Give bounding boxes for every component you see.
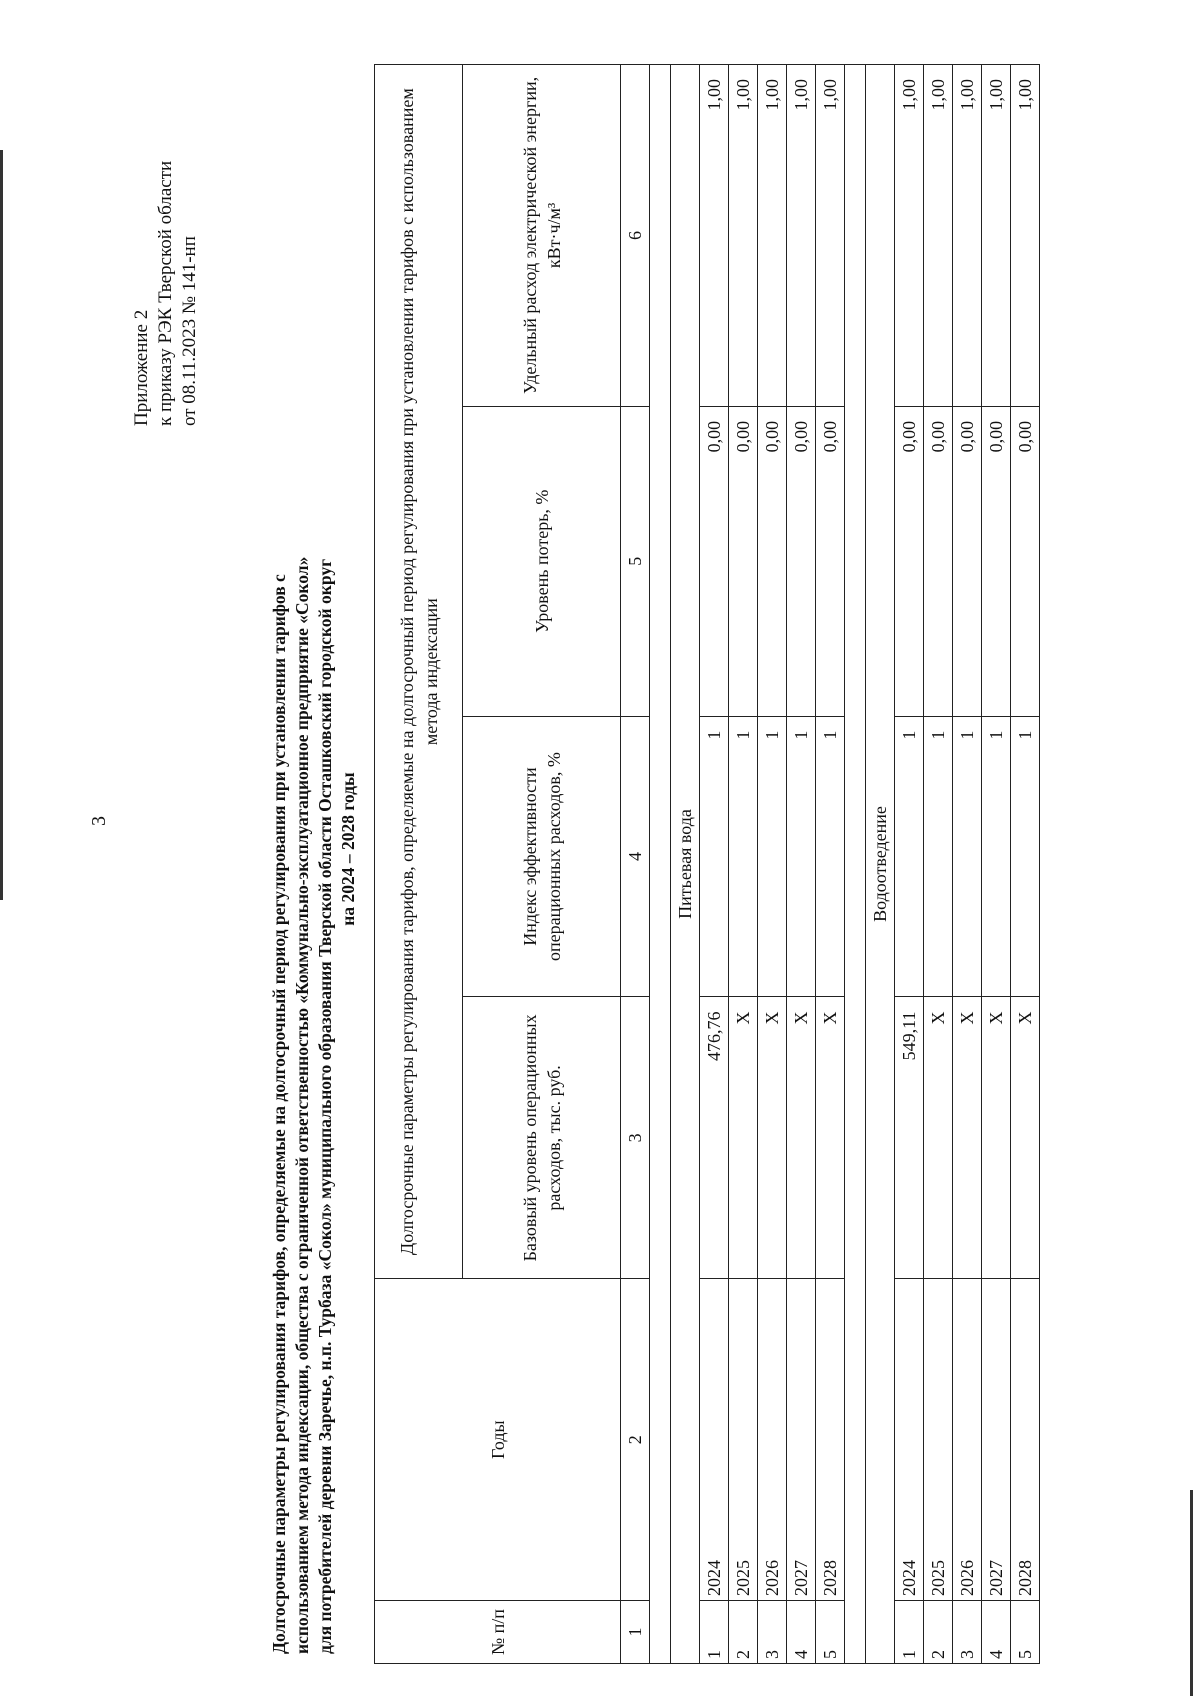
energy-cell: 1,00: [816, 65, 845, 407]
energy-cell: 1,00: [729, 65, 758, 407]
efficiency-index-cell: 1: [924, 716, 953, 997]
document-title: [268, 44, 360, 1654]
title-line: Долгосрочные параметры регулирования тарифов, определяемые на долгосрочный период регулирования при установлении тарифов с: [269, 574, 289, 1654]
title-line: на 2024 – 2028 годы: [338, 772, 358, 926]
year-cell: 2025: [729, 1279, 758, 1601]
row-number-cell: 1: [895, 1601, 924, 1664]
losses-cell: 0,00: [895, 406, 924, 716]
row-number-cell: 2: [924, 1601, 953, 1664]
energy-cell: 1,00: [982, 65, 1011, 407]
column-index-cell: 3: [621, 997, 650, 1279]
table-row: [924, 65, 953, 1664]
efficiency-index-cell: 1: [787, 716, 816, 997]
title-line: для потребителей деревни Заречье, н.п. Турбаза «Сокол» муниципального образования Тверской области Осташковский городской округ: [315, 558, 335, 1654]
row-number-cell: 5: [816, 1601, 845, 1664]
efficiency-index-cell: 1: [816, 716, 845, 997]
section-title: Водоотведение: [866, 65, 895, 1664]
column-index-cell: 2: [621, 1279, 650, 1601]
base-opex-cell: X: [924, 997, 953, 1279]
energy-cell: 1,00: [1011, 65, 1040, 407]
page-number: 3: [88, 816, 110, 826]
parameters-table: [374, 64, 1040, 1664]
section-header-row: [866, 65, 895, 1664]
year-cell: 2026: [953, 1279, 982, 1601]
efficiency-index-cell: 1: [700, 716, 729, 997]
section-title: Питьевая вода: [671, 65, 700, 1664]
appendix-block: [130, 161, 202, 426]
losses-cell: 0,00: [982, 406, 1011, 716]
efficiency-index-cell: 1: [1011, 716, 1040, 997]
base-opex-cell: X: [982, 997, 1011, 1279]
year-cell: 2028: [816, 1279, 845, 1601]
losses-cell: 0,00: [953, 406, 982, 716]
header-energy: Удельный расход электрической энергии, кВт·ч/м³: [463, 65, 621, 407]
losses-cell: 0,00: [816, 406, 845, 716]
energy-cell: 1,00: [787, 65, 816, 407]
base-opex-cell: 549,11: [895, 997, 924, 1279]
year-cell: 2027: [787, 1279, 816, 1601]
appendix-line: от 08.11.2023 № 141-нп: [179, 236, 200, 426]
table-row: [953, 65, 982, 1664]
efficiency-index-cell: 1: [758, 716, 787, 997]
losses-cell: 0,00: [729, 406, 758, 716]
base-opex-cell: X: [1011, 997, 1040, 1279]
header-group: Долгосрочные параметры регулирования тарифов, определяемые на долгосрочный период регулирования при установлении тарифов с использованием метода индексации: [375, 65, 463, 1279]
year-cell: 2028: [1011, 1279, 1040, 1601]
header-efficiency-index: Индекс эффективности операционных расходов, %: [463, 716, 621, 997]
year-cell: 2024: [895, 1279, 924, 1601]
losses-cell: 0,00: [1011, 406, 1040, 716]
energy-cell: 1,00: [700, 65, 729, 407]
table-row: [1011, 65, 1040, 1664]
losses-cell: 0,00: [787, 406, 816, 716]
spacer-cell: [845, 65, 866, 1664]
energy-cell: 1,00: [895, 65, 924, 407]
header-base-opex: Базовый уровень операционных расходов, тыс. руб.: [463, 997, 621, 1279]
year-cell: 2025: [924, 1279, 953, 1601]
table-row: [895, 65, 924, 1664]
efficiency-index-cell: 1: [982, 716, 1011, 997]
losses-cell: 0,00: [924, 406, 953, 716]
base-opex-cell: 476,76: [700, 997, 729, 1279]
title-line: использованием метода индексации, общества с ограниченной ответственностью «Коммунально-эксплуатационное предприятие «Сокол»: [292, 556, 312, 1654]
base-opex-cell: X: [816, 997, 845, 1279]
section-header-row: [671, 65, 700, 1664]
row-number-cell: 5: [1011, 1601, 1040, 1664]
header-years: Годы: [375, 1279, 621, 1601]
base-opex-cell: X: [729, 997, 758, 1279]
energy-cell: 1,00: [924, 65, 953, 407]
table-row: [787, 65, 816, 1664]
column-index-cell: 5: [621, 406, 650, 716]
column-index-cell: 1: [621, 1601, 650, 1664]
row-number-cell: 2: [729, 1601, 758, 1664]
table-header-row: [375, 65, 463, 1664]
year-cell: 2027: [982, 1279, 1011, 1601]
row-number-cell: 3: [953, 1601, 982, 1664]
losses-cell: 0,00: [758, 406, 787, 716]
spacer-row: [650, 65, 671, 1664]
column-index-cell: 6: [621, 65, 650, 407]
table-row: [816, 65, 845, 1664]
spacer-cell: [650, 65, 671, 1664]
spacer-row: [845, 65, 866, 1664]
efficiency-index-cell: 1: [953, 716, 982, 997]
column-index-row: [621, 65, 650, 1664]
appendix-line: Приложение 2: [131, 309, 152, 426]
row-number-cell: 1: [700, 1601, 729, 1664]
year-cell: 2026: [758, 1279, 787, 1601]
column-index-cell: 4: [621, 716, 650, 997]
appendix-line: к приказу РЭК Тверской области: [155, 160, 176, 426]
energy-cell: 1,00: [953, 65, 982, 407]
table-row: [700, 65, 729, 1664]
year-cell: 2024: [700, 1279, 729, 1601]
table-row: [758, 65, 787, 1664]
row-number-cell: 4: [982, 1601, 1011, 1664]
base-opex-cell: X: [758, 997, 787, 1279]
header-losses: Уровень потерь, %: [463, 406, 621, 716]
table-row: [729, 65, 758, 1664]
base-opex-cell: X: [787, 997, 816, 1279]
losses-cell: 0,00: [700, 406, 729, 716]
efficiency-index-cell: 1: [729, 716, 758, 997]
row-number-cell: 3: [758, 1601, 787, 1664]
efficiency-index-cell: 1: [895, 716, 924, 997]
header-num: № п/п: [375, 1601, 621, 1664]
table-row: [982, 65, 1011, 1664]
row-number-cell: 4: [787, 1601, 816, 1664]
base-opex-cell: X: [953, 997, 982, 1279]
energy-cell: 1,00: [758, 65, 787, 407]
